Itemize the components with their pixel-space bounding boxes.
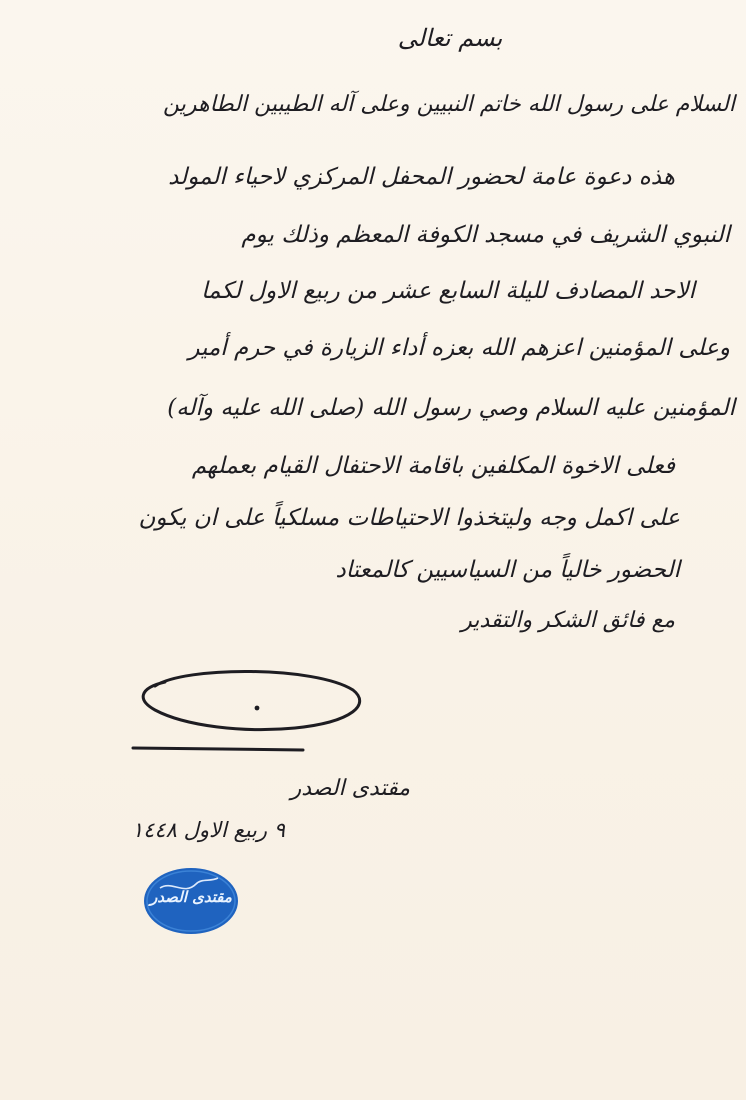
letter-date: ٩ ربيع الاول ١٤٤٨: [131, 818, 285, 842]
body-line: النبوي الشريف في مسجد الكوفة المعظم وذلك يوم: [241, 222, 730, 248]
body-line: المؤمنين عليه السلام وصي رسول الله (صلى الله عليه وآله): [167, 395, 735, 421]
seal-text: مقتدى الصدر: [150, 888, 232, 906]
body-line: هذه دعوة عامة لحضور المحفل المركزي لاحياء المولد: [168, 164, 675, 190]
basmala-heading: بسم تعالى: [397, 24, 503, 52]
body-line: وعلى المؤمنين اعزهم الله بعزه أداء الزيارة في حرم أمير: [188, 335, 730, 361]
signer-name: مقتدى الصدر: [290, 776, 410, 801]
body-line: الاحد المصادف لليلة السابع عشر من ربيع الاول لكما: [201, 278, 695, 304]
body-line: الحضور خالياً من السياسيين كالمعتاد: [335, 557, 680, 583]
salutation-line: السلام على رسول الله خاتم النبيين وعلى آله الطيبين الطاهرين: [162, 92, 735, 117]
signature-mark: [125, 660, 370, 760]
closing-line: مع فائق الشكر والتقدير: [461, 608, 675, 633]
body-line: فعلى الاخوة المكلفين باقامة الاحتفال القيام بعملهم: [191, 453, 675, 479]
body-line: على اكمل وجه وليتخذوا الاحتياطات مسلكياً على ان يكون: [138, 505, 680, 531]
